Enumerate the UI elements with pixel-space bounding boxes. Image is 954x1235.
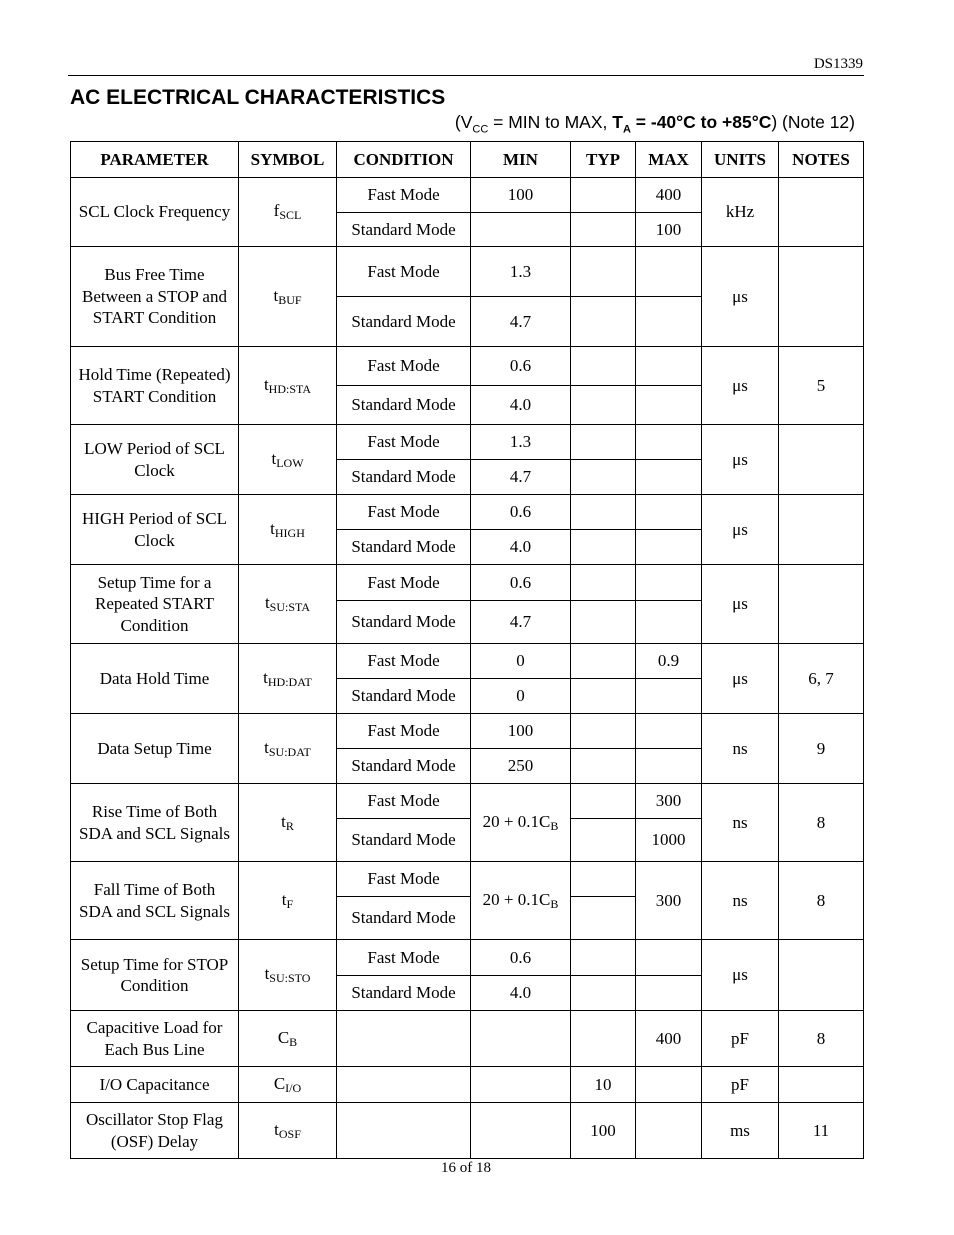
symbol-base: t [273, 285, 279, 305]
symbol-subscript: SU:DAT [268, 744, 311, 759]
symbol-cell [239, 1067, 337, 1103]
notes-cell [779, 425, 864, 495]
symbol-subscript: B [289, 1034, 298, 1049]
units-cell: ns [702, 714, 779, 784]
col-header-units: UNITS [702, 142, 779, 178]
max-cell [636, 530, 702, 565]
min-cell: 0 [471, 644, 571, 679]
symbol-cell [239, 178, 337, 247]
symbol-base: t [274, 1119, 279, 1139]
symbol-subscript: SU:STO [269, 971, 311, 985]
condition-cell: Fast Mode [337, 425, 471, 460]
max-cell [636, 460, 702, 495]
col-header-parameter: PARAMETER [71, 142, 239, 178]
parameter-cell: LOW Period of SCL Clock [71, 425, 239, 495]
typ-cell [571, 784, 636, 819]
symbol-subscript: LOW [276, 455, 304, 470]
table-row [71, 644, 864, 679]
notes-cell [779, 178, 864, 247]
min-cell: 100 [471, 178, 571, 213]
ac-characteristics-table [70, 141, 864, 1159]
typ-cell [571, 213, 636, 247]
symbol-base: C [277, 1027, 290, 1047]
max-cell [636, 297, 702, 347]
min-subscript: B [550, 818, 559, 833]
symbol-base: t [263, 667, 268, 687]
notes-cell: 6, 7 [779, 644, 864, 714]
condition-cell: Fast Mode [337, 178, 471, 213]
symbol-cell [239, 784, 337, 862]
typ-cell [571, 565, 636, 601]
symbol-subscript: HD:STA [268, 381, 312, 396]
max-cell: 400 [636, 1011, 702, 1067]
condition-cell: Fast Mode [337, 644, 471, 679]
notes-cell [779, 1067, 864, 1103]
table-row [71, 940, 864, 976]
max-cell [636, 601, 702, 644]
condition-cell: Fast Mode [337, 495, 471, 530]
min-cell: 1.3 [471, 425, 571, 460]
min-cell: 0.6 [471, 565, 571, 601]
units-cell: pF [702, 1011, 779, 1067]
max-cell [636, 347, 702, 386]
condition-cell: Fast Mode [337, 565, 471, 601]
notes-cell: 11 [779, 1103, 864, 1159]
condition-cell: Standard Mode [337, 897, 471, 940]
parameter-cell: Data Setup Time [71, 714, 239, 784]
typ-cell [571, 247, 636, 297]
symbol-base: t [281, 889, 287, 909]
notes-cell: 5 [779, 347, 864, 425]
condition-cell: Fast Mode [337, 347, 471, 386]
condition-cell: Standard Mode [337, 297, 471, 347]
parameter-cell: HIGH Period of SCL Clock [71, 495, 239, 565]
max-cell: 0.9 [636, 644, 702, 679]
min-cell: 0.6 [471, 495, 571, 530]
typ-cell [571, 460, 636, 495]
symbol-subscript: OSF [278, 1126, 301, 1141]
test-conditions: ($V_{CC}$ = MIN to MAX, $T_A = -40^\circ C$ to +85°C) (Note 12) [454, 112, 855, 136]
typ-cell [571, 976, 636, 1011]
condition-cell [337, 1011, 471, 1067]
table-header-row [71, 142, 864, 178]
min-cell [471, 1103, 571, 1159]
col-header-notes: NOTES [779, 142, 864, 178]
notes-cell [779, 940, 864, 1011]
parameter-cell: Hold Time (Repeated) START Condition [71, 347, 239, 425]
table-row [71, 862, 864, 897]
condition-cell [337, 1067, 471, 1103]
typ-cell [571, 530, 636, 565]
symbol-subscript: SCL [279, 208, 302, 222]
max-cell [636, 425, 702, 460]
parameter-cell: Rise Time of Both SDA and SCL Signals [71, 784, 239, 862]
parameter-cell: I/O Capacitance [71, 1067, 239, 1103]
table-row [71, 247, 864, 297]
page-number: 16 of 18 [441, 1160, 491, 1176]
typ-cell [571, 862, 636, 897]
symbol-cell [239, 247, 337, 347]
condition-cell: Standard Mode [337, 386, 471, 425]
symbol-base: f [273, 201, 280, 220]
typ-cell [571, 940, 636, 976]
min-value: 20 + 0.1C [482, 811, 551, 831]
min-cell: 100 [471, 714, 571, 749]
min-cell: 4.7 [471, 601, 571, 644]
min-cell: 4.0 [471, 386, 571, 425]
units-cell: μs [702, 247, 779, 347]
symbol-cell [239, 940, 337, 1011]
max-cell [636, 976, 702, 1011]
max-cell: 100 [636, 213, 702, 247]
parameter-cell: SCL Clock Frequency [71, 178, 239, 247]
max-cell: 400 [636, 178, 702, 213]
table-row [71, 425, 864, 460]
units-cell: kHz [702, 178, 779, 247]
min-cell: 0 [471, 679, 571, 714]
typ-cell: 10 [571, 1067, 636, 1103]
parameter-cell: Bus Free Time Between a STOP and START Condition [71, 247, 239, 347]
typ-cell [571, 386, 636, 425]
symbol-cell [239, 1103, 337, 1159]
symbol-base: t [281, 811, 286, 831]
notes-cell: 9 [779, 714, 864, 784]
condition-cell: Fast Mode [337, 714, 471, 749]
symbol-subscript: R [285, 818, 294, 833]
max-cell [636, 495, 702, 530]
symbol-subscript: SU:STA [269, 600, 311, 614]
symbol-base: t [264, 593, 270, 612]
condition-cell: Standard Mode [337, 530, 471, 565]
condition-cell: Fast Mode [337, 940, 471, 976]
min-cell: 4.7 [471, 460, 571, 495]
max-cell: 300 [636, 784, 702, 819]
min-cell [471, 784, 571, 862]
units-cell: ns [702, 784, 779, 862]
col-header-max: MAX [636, 142, 702, 178]
min-cell: 0.6 [471, 347, 571, 386]
notes-cell [779, 247, 864, 347]
min-value: 20 + 0.1C [482, 889, 551, 909]
min-cell: 4.0 [471, 530, 571, 565]
symbol-cell [239, 495, 337, 565]
min-cell [471, 862, 571, 940]
min-cell [471, 213, 571, 247]
notes-cell: 8 [779, 1011, 864, 1067]
parameter-cell: Capacitive Load for Each Bus Line [71, 1011, 239, 1067]
typ-cell [571, 495, 636, 530]
typ-cell [571, 644, 636, 679]
min-cell: 4.7 [471, 297, 571, 347]
table-row [71, 565, 864, 601]
typ-cell [571, 819, 636, 862]
typ-cell [571, 749, 636, 784]
col-header-typ: TYP [571, 142, 636, 178]
max-cell [636, 679, 702, 714]
units-cell: μs [702, 940, 779, 1011]
symbol-subscript: F [286, 896, 294, 911]
notes-cell: 8 [779, 862, 864, 940]
symbol-base: t [271, 448, 277, 468]
condition-cell: Fast Mode [337, 862, 471, 897]
max-cell [636, 940, 702, 976]
max-cell [636, 565, 702, 601]
parameter-cell: Setup Time for a Repeated START Condition [71, 565, 239, 644]
notes-cell [779, 495, 864, 565]
symbol-cell [239, 862, 337, 940]
units-cell: μs [702, 425, 779, 495]
notes-cell [779, 565, 864, 644]
condition-cell: Fast Mode [337, 784, 471, 819]
typ-cell: 100 [571, 1103, 636, 1159]
typ-cell [571, 679, 636, 714]
units-cell: ms [702, 1103, 779, 1159]
typ-cell [571, 178, 636, 213]
table-row [71, 1067, 864, 1103]
part-number: DS1339 [813, 56, 863, 72]
parameter-cell: Oscillator Stop Flag (OSF) Delay [71, 1103, 239, 1159]
min-cell: 250 [471, 749, 571, 784]
condition-cell: Standard Mode [337, 819, 471, 862]
units-cell: μs [702, 565, 779, 644]
symbol-cell [239, 714, 337, 784]
table-row [71, 178, 864, 213]
typ-cell [571, 425, 636, 460]
symbol-subscript: BUF [278, 292, 302, 307]
min-cell [471, 1011, 571, 1067]
notes-cell: 8 [779, 784, 864, 862]
max-cell [636, 247, 702, 297]
max-cell: 300 [636, 862, 702, 940]
table-row [71, 714, 864, 749]
symbol-cell [239, 565, 337, 644]
col-header-min: MIN [471, 142, 571, 178]
typ-cell [571, 601, 636, 644]
symbol-cell [239, 347, 337, 425]
symbol-base: t [264, 737, 269, 757]
col-header-symbol: SYMBOL [239, 142, 337, 178]
symbol-cell [239, 644, 337, 714]
symbol-subscript: HD:DAT [267, 674, 312, 689]
condition-cell: Standard Mode [337, 749, 471, 784]
max-cell [636, 1103, 702, 1159]
condition-cell: Standard Mode [337, 213, 471, 247]
min-cell [471, 1067, 571, 1103]
condition-cell [337, 1103, 471, 1159]
condition-cell: Standard Mode [337, 976, 471, 1011]
max-cell [636, 1067, 702, 1103]
min-cell: 1.3 [471, 247, 571, 297]
min-cell: 0.6 [471, 940, 571, 976]
typ-cell [571, 1011, 636, 1067]
max-cell [636, 749, 702, 784]
table-row [71, 784, 864, 819]
min-cell: 4.0 [471, 976, 571, 1011]
condition-cell: Standard Mode [337, 601, 471, 644]
typ-cell [571, 897, 636, 940]
symbol-base: t [270, 518, 275, 538]
table-row [71, 495, 864, 530]
header-rule [68, 75, 864, 76]
units-cell: pF [702, 1067, 779, 1103]
symbol-base: t [263, 374, 269, 394]
units-cell: μs [702, 644, 779, 714]
parameter-cell: Fall Time of Both SDA and SCL Signals [71, 862, 239, 940]
units-cell: μs [702, 347, 779, 425]
min-subscript: B [550, 896, 559, 911]
table-row [71, 1103, 864, 1159]
max-cell: 1000 [636, 819, 702, 862]
condition-cell: Fast Mode [337, 247, 471, 297]
symbol-base: C [273, 1073, 286, 1093]
symbol-cell [239, 1011, 337, 1067]
max-cell [636, 714, 702, 749]
units-cell: ns [702, 862, 779, 940]
symbol-base: t [264, 964, 270, 983]
symbol-cell [239, 425, 337, 495]
symbol-subscript: HIGH [274, 525, 305, 540]
table-row [71, 1011, 864, 1067]
condition-cell: Standard Mode [337, 679, 471, 714]
parameter-cell: Data Hold Time [71, 644, 239, 714]
symbol-subscript: I/O [285, 1080, 302, 1095]
units-cell: μs [702, 495, 779, 565]
table-row [71, 347, 864, 386]
section-title: AC ELECTRICAL CHARACTERISTICS [70, 86, 446, 109]
parameter-cell: Setup Time for STOP Condition [71, 940, 239, 1011]
typ-cell [571, 347, 636, 386]
typ-cell [571, 297, 636, 347]
col-header-condition: CONDITION [337, 142, 471, 178]
typ-cell [571, 714, 636, 749]
condition-cell: Standard Mode [337, 460, 471, 495]
max-cell [636, 386, 702, 425]
